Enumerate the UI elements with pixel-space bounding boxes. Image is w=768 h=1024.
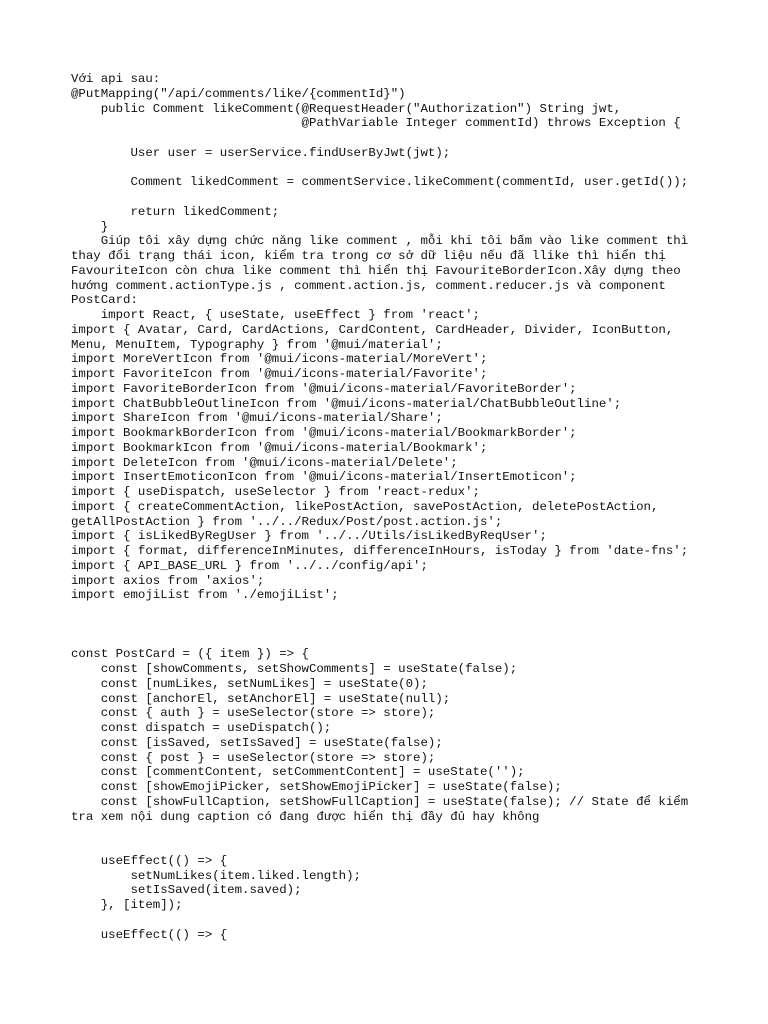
document-line: import InsertEmoticonIcon from '@mui/icons-material/InsertEmoticon'; (71, 470, 577, 485)
document-line (71, 161, 701, 176)
document-line: import BookmarkBorderIcon from '@mui/icons-material/BookmarkBorder'; (71, 426, 577, 440)
document-line: const dispatch = useDispatch(); (71, 721, 332, 735)
document-line: import { createCommentAction, likePostAction, savePostAction, deletePostAction, (71, 499, 659, 514)
document-text (71, 72, 701, 942)
document-line: import emojiList from './emojiList'; (71, 588, 339, 603)
document-line: import FavoriteIcon from '@mui/icons-material/Favorite'; (71, 367, 488, 381)
document-line (71, 633, 701, 648)
document-line: const PostCard = ({ item }) => { (71, 647, 309, 662)
document-line: import ShareIcon from '@mui/icons-material/Share'; (71, 411, 443, 426)
document-line: const [showEmojiPicker, setShowEmojiPicker] = useState(false); (71, 780, 562, 794)
document-line: const [showComments, setShowComments] = useState(false); (71, 662, 518, 676)
document-line: FavouriteIcon còn chưa like comment thì hiển thị FavouriteBorderIcon.Xây dựng theo (71, 263, 681, 278)
document-line: getAllPostAction } from '../../Redux/Post/post.action.js'; (71, 514, 503, 529)
document-line: import FavoriteBorderIcon from '@mui/icons-material/FavoriteBorder'; (71, 381, 577, 396)
document-line: User user = userService.findUserByJwt(jwt); (71, 145, 451, 160)
document-line: return likedComment; (71, 204, 280, 219)
document-line: const { post } = useSelector(store => store); (71, 750, 436, 765)
document-line (71, 603, 701, 618)
document-line (71, 913, 701, 928)
document-line: public Comment likeComment(@RequestHeader("Authorization") String jwt, (71, 101, 622, 116)
document-line (71, 824, 701, 839)
document-line: setIsSaved(item.saved); (71, 883, 302, 898)
document-line: const [commentContent, setCommentContent] = useState(''); (71, 765, 525, 780)
document-line: import { API_BASE_URL } from '../../config/api'; (71, 558, 428, 573)
document-line: const [isSaved, setIsSaved] = useState(false); (71, 735, 443, 750)
document-line: import MoreVertIcon from '@mui/icons-material/MoreVert'; (71, 352, 488, 367)
document-line: PostCard: (71, 293, 138, 308)
document-line: } (71, 219, 109, 234)
document-line (71, 131, 701, 146)
document-line: const [numLikes, setNumLikes] = useState(0); (71, 676, 428, 691)
document-line: useEffect(() => { (71, 927, 228, 942)
document-line: hướng comment.actionType.js , comment.action.js, comment.reducer.js và component (71, 278, 666, 293)
document-line: @PutMapping("/api/comments/like/{commentId}") (71, 86, 406, 101)
document-line: Menu, MenuItem, Typography } from '@mui/material'; (71, 337, 443, 352)
document-line: tra xem nội dung caption có đang được hiển thị đầy đủ hay không (71, 809, 540, 824)
document-line: import { isLikedByRegUser } from '../../Utils/isLikedByReqUser'; (71, 529, 547, 544)
document-line: const [anchorEl, setAnchorEl] = useState(null); (71, 691, 451, 706)
document-line: }, [item]); (71, 898, 183, 912)
document-line: import axios from 'axios'; (71, 573, 265, 588)
document-line: useEffect(() => { (71, 853, 228, 868)
document-line: const [showFullCaption, setShowFullCaption] = useState(false); // State để kiểm (71, 794, 689, 809)
document-line (71, 190, 701, 205)
document-line: const { auth } = useSelector(store => store); (71, 706, 436, 721)
document-line: Với api sau: (71, 72, 161, 86)
document-line: import { useDispatch, useSelector } from 'react-redux'; (71, 485, 480, 499)
document-line: import DeleteIcon from '@mui/icons-material/Delete'; (71, 455, 458, 470)
document-line: import { format, differenceInMinutes, differenceInHours, isToday } from 'date-fns'; (71, 544, 689, 558)
document-line: Comment likedComment = commentService.likeComment(commentId, user.getId()); (71, 175, 689, 190)
document-line: import BookmarkIcon from '@mui/icons-material/Bookmark'; (71, 440, 488, 455)
document-line: import { Avatar, Card, CardActions, CardContent, CardHeader, Divider, IconButton, (71, 322, 674, 337)
document-line (71, 839, 701, 854)
document-line: @PathVariable Integer commentId) throws Exception { (71, 116, 681, 131)
document-line (71, 618, 701, 633)
document-line: Giúp tôi xây dựng chức năng like comment , mỗi khi tôi bấm vào like comment thì (71, 234, 689, 249)
document-line: import React, { useState, useEffect } from 'react'; (71, 308, 480, 322)
document-line: thay đổi trạng thái icon, kiểm tra trong cơ sở dữ liệu nếu đã llike thì hiển thị (71, 249, 666, 263)
document-line: setNumLikes(item.liked.length); (71, 868, 361, 883)
document-line: import ChatBubbleOutlineIcon from '@mui/icons-material/ChatBubbleOutline'; (71, 396, 622, 411)
